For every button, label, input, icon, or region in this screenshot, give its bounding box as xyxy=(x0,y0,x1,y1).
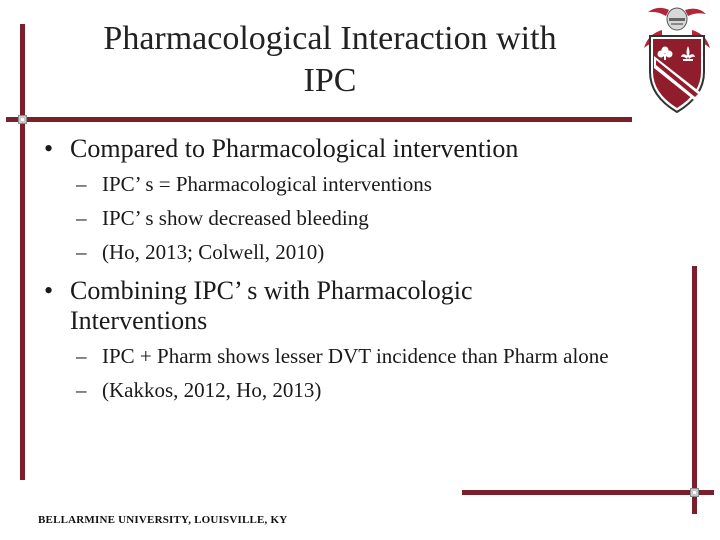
dash-icon: – xyxy=(76,240,87,264)
dash-icon: – xyxy=(76,172,87,196)
bullet-text: Compared to Pharmacological intervention xyxy=(70,134,519,163)
divider-node-icon xyxy=(690,488,699,497)
title-line-1: Pharmacological Interaction with xyxy=(103,20,557,57)
sub-bullet-text: IPC’ s show decreased bleeding xyxy=(102,206,369,230)
sub-bullet-item xyxy=(44,239,674,266)
bullet-icon: • xyxy=(44,276,54,305)
sub-bullet-text: IPC + Pharm shows lesser DVT incidence than Pharm alone xyxy=(102,344,609,368)
sub-bullet-item xyxy=(44,377,674,404)
dash-icon: – xyxy=(76,378,87,402)
slide-content xyxy=(44,128,674,404)
title-divider-rule xyxy=(6,117,632,122)
sub-bullet-text: (Kakkos, 2012, Ho, 2013) xyxy=(102,378,322,402)
divider-node-icon xyxy=(18,115,27,124)
slide-footer: BELLARMINE UNIVERSITY, LOUISVILLE, KY xyxy=(38,514,288,526)
bullet-item xyxy=(44,134,674,164)
sub-bullet-text: (Ho, 2013; Colwell, 2010) xyxy=(102,240,325,264)
bullet-text-line-2: Interventions xyxy=(70,306,208,335)
sub-bullet-item xyxy=(44,205,674,232)
bellarmine-crest-icon xyxy=(640,4,714,116)
slide-title xyxy=(40,18,620,102)
bullet-item xyxy=(44,276,674,336)
right-accent-rule xyxy=(692,266,697,514)
sub-bullet-item xyxy=(44,343,642,370)
bullet-icon: • xyxy=(44,134,54,163)
dash-icon: – xyxy=(76,206,87,230)
title-line-2: IPC xyxy=(303,62,357,99)
sub-bullet-text: IPC’ s = Pharmacological interventions xyxy=(102,172,432,196)
sub-bullet-item xyxy=(44,171,674,198)
bottom-accent-rule xyxy=(462,490,714,495)
left-accent-rule xyxy=(20,24,25,480)
bullet-text-line-1: Combining IPC’ s with Pharmacologic xyxy=(70,276,473,305)
dash-icon: – xyxy=(76,344,87,368)
